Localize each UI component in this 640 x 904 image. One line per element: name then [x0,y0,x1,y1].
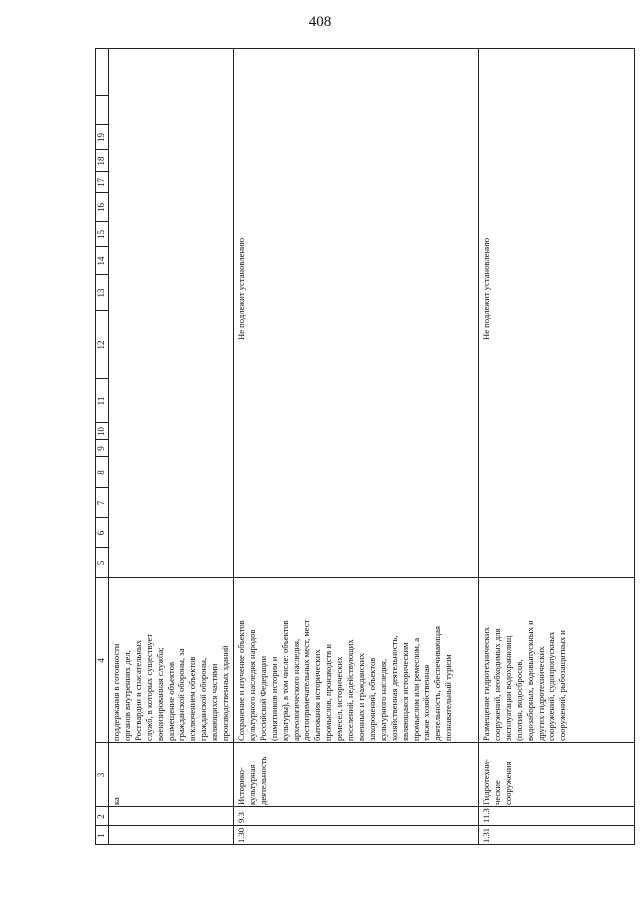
header-col-5: 5 [96,560,106,566]
row-1-name [111,745,231,805]
row-code: 9.3 [236,812,246,823]
desc-line: водозаборных, водовыпускных и [524,620,535,741]
header-col-17: 17 [96,178,106,187]
column-divider [95,806,635,807]
row-2-number [236,826,256,843]
table-border-right [634,48,635,845]
row-2-not-established: Не подлежит установлению [236,237,246,340]
row-code: 11.3 [481,808,491,823]
desc-line: также хозяйственная [421,664,432,741]
desc-line: органов внутренних дел, [121,650,132,741]
row-2-code [236,807,256,823]
header-col-12: 12 [96,340,106,350]
desc-line: промыслов, производств и [323,644,334,741]
desc-line: поддержания в готовности [111,643,121,741]
row-3-not-established: Не подлежит установлению [481,237,491,340]
row-2-description [236,579,477,741]
desc-line: гражданской обороны, [198,657,209,741]
header-col-4: 4 [96,658,106,663]
name-line: деятельность [257,756,268,805]
desc-line: поселений, недействующих [345,639,356,741]
header-col-7: 7 [96,500,106,506]
table-border-bottom [95,844,635,845]
desc-line: промыслом или ремеслом, а [410,637,421,741]
desc-line: культурного наследия народов [246,629,257,741]
column-divider [95,577,635,578]
header-col-8: 8 [96,470,106,475]
header-col-19: 19 [96,133,106,142]
header-col-1: 1 [96,833,106,838]
desc-line: производственных зданий [220,645,231,741]
land-use-table [95,48,635,845]
header-col-15: 15 [96,230,106,239]
name-line: Историко- [236,767,246,805]
desc-line: захоронений, объектов [366,657,377,741]
desc-line: культуры), в том числе: объектов [279,620,290,741]
header-col-9: 9 [96,446,106,451]
desc-line: сооружений, судопропускных [546,631,557,741]
desc-line: других гидротехнических [535,646,546,741]
header-col-16: 16 [96,203,106,212]
desc-line: Сохранение и изучение объектов [236,620,246,741]
row-3-name [481,745,631,805]
page-number: 408 [308,14,332,30]
name-line: ческие [491,780,502,805]
header-col-10: 10 [96,427,106,436]
desc-line: Российской Федерации [257,655,268,741]
header-col-11: 11 [96,396,106,406]
desc-line: культурного наследия, [377,658,388,741]
desc-line: Росгвардии и спасательных [132,639,143,741]
desc-line: достопримечательных мест, мест [301,619,312,741]
desc-line: Размещение гидротехнических [481,627,491,741]
desc-line: археологического наследия, [290,638,301,741]
row-divider [478,48,479,845]
name-line: ка [111,797,121,805]
name-line: Гидротехни- [481,759,491,805]
desc-line: хозяйственная деятельность, [388,635,399,741]
desc-line: являющихся частями [209,663,220,741]
name-line: сооружения [502,761,513,805]
header-tick [95,95,109,96]
desc-line: военных и гражданских [355,653,366,741]
header-col-14: 14 [96,256,106,266]
desc-line: сооружений, необходимых для [491,628,502,741]
desc-line: ремесел, исторических [334,656,345,741]
desc-line: являющаяся историческим [399,642,410,741]
row-3-number [481,826,501,843]
column-divider [95,825,635,826]
desc-line: (памятников истории и [268,656,279,741]
row-number: 1.30 [236,827,246,843]
desc-line: эксплуатации водохранилищ [502,635,513,741]
header-divider [108,48,109,845]
name-line: культурная [246,764,257,805]
row-1-description [111,579,231,741]
row-number: 1.31 [481,827,491,843]
header-col-2: 2 [96,814,106,819]
header-col-3: 3 [96,772,106,778]
desc-line: сооружений, рыбозащитных и [557,630,568,741]
row-3-description [481,579,633,741]
rotated-table-container [95,48,635,845]
desc-line: размещение объектов [165,661,176,741]
desc-line: бытования исторических [312,649,323,741]
desc-line: военизированная служба; [154,647,165,741]
desc-line: исключением объектов [187,656,198,741]
desc-line: деятельность, обеспечивающая [432,626,443,741]
desc-line: гражданской обороны, за [176,648,187,741]
desc-line: (плотин, водосбросов, [513,659,524,741]
desc-line: служб, в которых существует [143,633,154,741]
header-col-18: 18 [96,156,106,166]
column-divider [95,742,635,743]
row-3-code [481,807,501,823]
header-col-13: 13 [96,288,106,298]
row-2-name [236,745,476,805]
row-divider [233,48,234,845]
header-col-6: 6 [96,530,106,536]
table-border-top [95,48,635,49]
desc-line: познавательный туризм [443,654,454,741]
